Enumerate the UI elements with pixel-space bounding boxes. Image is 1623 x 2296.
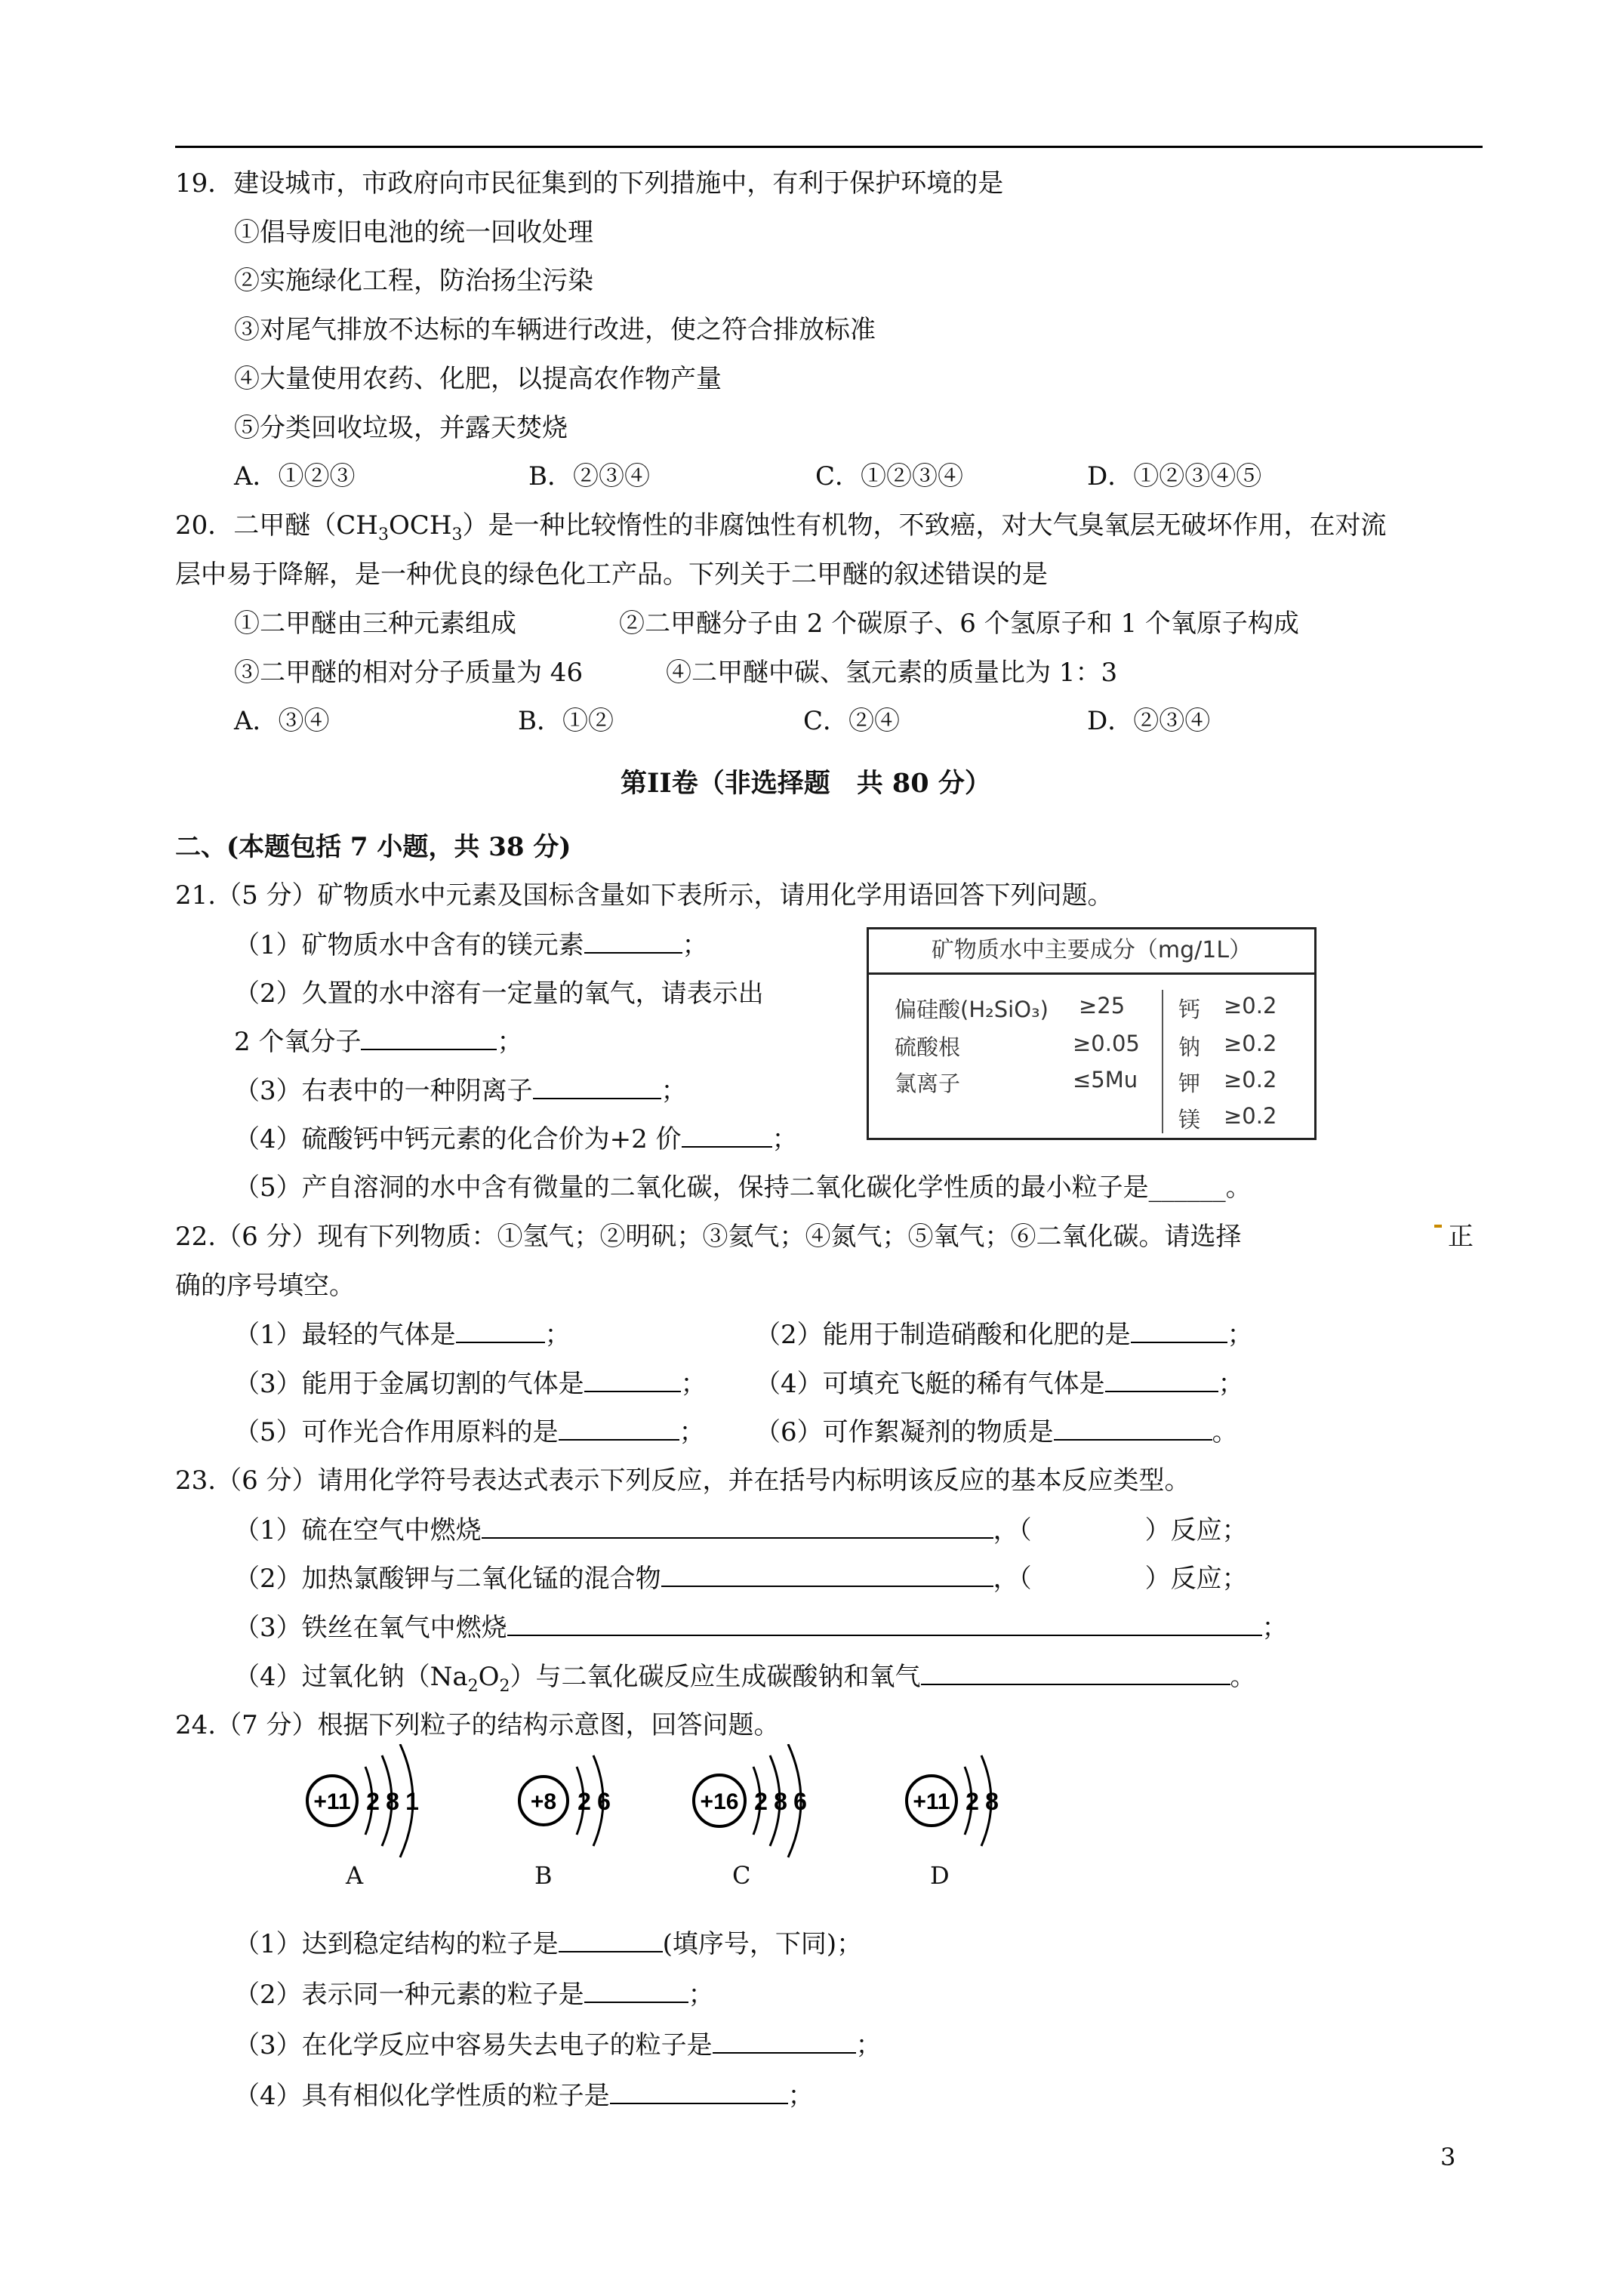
- q22-stem-tail: 正: [1448, 1222, 1474, 1252]
- q20-option-a: A．③④: [234, 706, 330, 736]
- q22-part-1: [234, 1316, 571, 1353]
- atom-diagram-a: [307, 1744, 419, 1857]
- answer-blank[interactable]: [559, 1925, 663, 1952]
- table-cell-name: 氯离子: [895, 1071, 961, 1096]
- q23-part-2-end: ）反应；: [1144, 1564, 1248, 1594]
- q23-part-4-text: （4）过氧化钠（Na: [234, 1662, 468, 1692]
- q19-stem: 19．建设城市，市政府向市民征集到的下列措施中，有利于保护环境的是: [175, 168, 1004, 199]
- nucleus-charge: +11: [313, 1789, 351, 1814]
- answer-blank[interactable]: [533, 1072, 661, 1099]
- q22-part-4-text: （4）可填充飞艇的稀有气体是: [755, 1369, 1105, 1399]
- q24-part-4-text: （4）具有相似化学性质的粒子是: [234, 2081, 610, 2111]
- q20-stem-c: ）是一种比较惰性的非腐蚀性有机物，不致癌，对大气臭氧层无破坏作用，在对流: [462, 510, 1387, 541]
- q19-option-a: A．①②③: [234, 461, 356, 492]
- page-number: 3: [1440, 2143, 1456, 2171]
- q24-part-2-text: （2）表示同一种元素的粒子是: [234, 1980, 584, 2010]
- answer-blank[interactable]: [456, 1316, 545, 1343]
- q22-part-6-text: （6）可作絮凝剂的物质是: [755, 1417, 1054, 1447]
- mineral-water-table: [867, 927, 1317, 1140]
- q22-part-6-end: 。: [1212, 1417, 1238, 1447]
- answer-blank[interactable]: [361, 1023, 497, 1050]
- q23-part-3: [234, 1609, 1288, 1646]
- q23-part-2-mid: ，（: [993, 1564, 1032, 1594]
- shell-electrons: 8: [985, 1788, 999, 1815]
- q22-stem: 22.（6 分）现有下列物质：①氢气；②明矾；③氦气；④氮气；⑤氧气；⑥二氧化碳。请选择: [175, 1222, 1242, 1252]
- q21-part-3-end: ；: [661, 1076, 687, 1106]
- q22-part-1-text: （1）最轻的气体是: [234, 1320, 456, 1350]
- q22-part-2: [755, 1316, 1253, 1353]
- q20-stem-a: 20．二甲醚（CH: [175, 510, 378, 541]
- q23-part-1-mid: ，（: [993, 1515, 1032, 1546]
- q20-item-3: ③二甲醚的相对分子质量为 46: [234, 658, 584, 688]
- part-2-title: 二、(本题包括 7 小题，共 38 分): [175, 832, 571, 862]
- q20-stem: [175, 507, 1386, 553]
- q21-part-1: [234, 926, 708, 963]
- q20-option-d: D．②③④: [1087, 706, 1211, 736]
- q23-part-4-end: 。: [1230, 1662, 1256, 1692]
- shell-electrons: 2: [754, 1788, 768, 1815]
- q24-part-2-end: ；: [688, 1980, 714, 2010]
- q20-option-b: B．①②: [518, 706, 614, 736]
- atom-diagram-d: [907, 1755, 999, 1846]
- table-cell-name: 硫酸根: [895, 1034, 961, 1060]
- atom-label-b: B: [534, 1861, 553, 1890]
- q22-part-5-end: ；: [679, 1417, 705, 1447]
- q23-part-3-text: （3）铁丝在氧气中燃烧: [234, 1613, 507, 1643]
- table-cell-value: ≥0.05: [1073, 1031, 1140, 1056]
- q24-part-1-end: (填序号，下同)；: [662, 1929, 863, 1959]
- q22-stem-line2: 确的序号填空。: [175, 1271, 355, 1301]
- q19-option-b: B．②③④: [528, 461, 650, 492]
- q19-item-5: ⑤分类回收垃圾，并露天焚烧: [234, 413, 568, 443]
- q21-part-1-end: ；: [682, 930, 708, 960]
- q23-part-2: [234, 1560, 1248, 1597]
- q22-part-4-end: ；: [1218, 1369, 1244, 1399]
- nucleus-charge: +11: [913, 1789, 950, 1814]
- q19-item-3: ③对尾气排放不达标的车辆进行改进，使之符合排放标准: [234, 315, 876, 345]
- q23-part-3-end: ；: [1261, 1613, 1288, 1643]
- q21-part-1-text: （1）矿物质水中含有的镁元素: [234, 930, 584, 960]
- q22-part-5: [234, 1413, 705, 1450]
- q23-stem: 23.（6 分）请用化学符号表达式表示下列反应，并在括号内标明该反应的基本反应类型。: [175, 1465, 1190, 1496]
- q20-option-c: C．②④: [803, 706, 901, 736]
- q24-part-1: [234, 1925, 862, 1962]
- table-cell-value: ≥0.2: [1224, 1067, 1277, 1093]
- shell-electrons: 6: [793, 1788, 807, 1815]
- table-cell-value: ≤5Mu: [1073, 1067, 1138, 1093]
- q21-part-5: （5）产自溶洞的水中含有微量的二氧化碳，保持二氧化碳化学性质的最小粒子是______。: [234, 1173, 1252, 1203]
- answer-blank[interactable]: [507, 1609, 1262, 1636]
- q22-part-3-text: （3）能用于金属切割的气体是: [234, 1369, 584, 1399]
- q24-part-1-text: （1）达到稳定结构的粒子是: [234, 1929, 559, 1959]
- answer-blank[interactable]: [482, 1512, 993, 1539]
- q21-part-4: [234, 1120, 798, 1157]
- nucleus-charge: +8: [530, 1789, 557, 1814]
- q23-part-4: [234, 1658, 1256, 1705]
- q19-item-4: ④大量使用农药、化肥，以提高农作物产量: [234, 364, 722, 394]
- q21-part-3-text: （3）右表中的一种阴离子: [234, 1076, 533, 1106]
- answer-blank[interactable]: [1131, 1316, 1227, 1343]
- q23-part-1-end: ）反应；: [1144, 1515, 1248, 1546]
- answer-blank[interactable]: [1054, 1413, 1212, 1441]
- q20-item-2: ②二甲醚分子由 2 个碳原子、6 个氢原子和 1 个氧原子构成: [619, 609, 1299, 639]
- answer-blank[interactable]: [584, 1365, 681, 1392]
- shell-electrons: 8: [774, 1788, 787, 1815]
- q24-part-3: [234, 2026, 882, 2063]
- q23-part-2-text: （2）加热氯酸钾与二氧化锰的混合物: [234, 1564, 661, 1594]
- answer-blank[interactable]: [661, 1560, 993, 1587]
- table-divider: [1162, 990, 1163, 1133]
- q22-part-6: [755, 1413, 1238, 1450]
- q22-part-5-text: （5）可作光合作用原料的是: [234, 1417, 559, 1447]
- atom-label-a: A: [346, 1861, 364, 1890]
- answer-blank[interactable]: [921, 1658, 1230, 1685]
- q21-part-4-end: ；: [771, 1124, 798, 1154]
- answer-blank[interactable]: [584, 1976, 688, 2003]
- q20-item-4: ④二甲醚中碳、氢元素的质量比为 1：3: [666, 658, 1118, 688]
- answer-blank[interactable]: [682, 1120, 772, 1148]
- q24-part-3-text: （3）在化学反应中容易失去电子的粒子是: [234, 2030, 713, 2060]
- q23-part-4-text-c: ）与二氧化碳反应生成碳酸钠和氧气: [510, 1662, 921, 1692]
- q21-part-2b: [234, 1023, 522, 1060]
- q22-part-4: [755, 1365, 1244, 1402]
- q22-part-3: [234, 1365, 707, 1402]
- q20-stem-line2: 层中易于降解，是一种优良的绿色化工产品。下列关于二甲醚的叙述错误的是: [175, 559, 1048, 590]
- q24-part-3-end: ；: [855, 2030, 882, 2060]
- q21-part-2b-end: ；: [497, 1027, 523, 1057]
- atom-label-d: D: [930, 1861, 950, 1890]
- table-cell-name: 偏硅酸(H₂SiO₃): [895, 997, 1049, 1022]
- q21-part-2b-text: 2 个氧分子: [234, 1027, 362, 1057]
- q22-part-2-text: （2）能用于制造硝酸和化肥的是: [755, 1320, 1131, 1350]
- q19-item-2: ②实施绿化工程，防治扬尘污染: [234, 266, 593, 296]
- q22-part-3-end: ；: [680, 1369, 707, 1399]
- q20-sub: 3: [451, 525, 463, 544]
- q23-sub: 2: [499, 1676, 510, 1696]
- shell-electrons: 2: [965, 1788, 979, 1815]
- answer-blank[interactable]: [559, 1413, 679, 1441]
- table-cell-name: 钾: [1178, 1071, 1201, 1096]
- q24-part-4: [234, 2077, 814, 2114]
- shell-electrons: 6: [597, 1788, 611, 1815]
- q21-stem: 21.（5 分）矿物质水中元素及国标含量如下表所示，请用化学用语回答下列问题。: [175, 880, 1113, 911]
- answer-blank[interactable]: [584, 926, 682, 954]
- q21-part-3: [234, 1072, 687, 1109]
- q20-sub: 3: [377, 525, 389, 544]
- q19-option-d: D．①②③④⑤: [1087, 461, 1262, 492]
- q23-sub: 2: [467, 1676, 479, 1696]
- q19-item-1: ①倡导废旧电池的统一回收处理: [234, 217, 593, 248]
- shell-electrons: 2: [577, 1788, 591, 1815]
- answer-blank[interactable]: [610, 2077, 788, 2104]
- q23-part-1: [234, 1512, 1248, 1549]
- header-rule: [175, 146, 1483, 148]
- atom-structure-diagrams: [287, 1744, 1042, 1888]
- q21-part-2: （2）久置的水中溶有一定量的氧气，请表示出: [234, 978, 764, 1009]
- stray-mark: [1434, 1225, 1442, 1228]
- q20-item-1: ①二甲醚由三种元素组成: [234, 609, 516, 639]
- table-cell-name: 钠: [1178, 1034, 1201, 1060]
- atom-diagram-c: [694, 1744, 807, 1857]
- table-cell-value: ≥0.2: [1224, 1103, 1277, 1129]
- shell-electrons: 1: [405, 1788, 419, 1815]
- shell-electrons: 2: [366, 1788, 380, 1815]
- atom-label-c: C: [732, 1861, 751, 1890]
- q20-stem-b: OCH: [388, 510, 452, 541]
- table-cell-value: ≥0.2: [1224, 993, 1277, 1019]
- q22-part-2-end: ；: [1227, 1320, 1253, 1350]
- table-cell-value: ≥25: [1079, 993, 1126, 1019]
- q23-part-1-text: （1）硫在空气中燃烧: [234, 1515, 482, 1546]
- table-title: 矿物质水中主要成分（mg/1L）: [869, 929, 1314, 975]
- table-cell-value: ≥0.2: [1224, 1031, 1277, 1056]
- section-ii-title: 第II卷（非选择题 共 80 分）: [621, 768, 991, 799]
- answer-blank[interactable]: [713, 2026, 856, 2054]
- q24-part-2: [234, 1976, 714, 2013]
- nucleus-charge: +16: [700, 1789, 739, 1814]
- q19-option-c: C．①②③④: [815, 461, 964, 492]
- shell-electrons: 8: [386, 1788, 399, 1815]
- table-cell-name: 镁: [1178, 1107, 1201, 1133]
- q24-part-4-end: ；: [787, 2081, 814, 2111]
- q23-part-4-text-b: O: [478, 1662, 500, 1692]
- q21-part-4-text: （4）硫酸钙中钙元素的化合价为+2 价: [234, 1124, 682, 1154]
- atom-diagram-b: [519, 1755, 611, 1846]
- q24-stem: 24.（7 分）根据下列粒子的结构示意图，回答问题。: [175, 1710, 780, 1740]
- q22-part-1-end: ；: [544, 1320, 571, 1350]
- answer-blank[interactable]: [1105, 1365, 1218, 1392]
- table-cell-name: 钙: [1178, 997, 1201, 1022]
